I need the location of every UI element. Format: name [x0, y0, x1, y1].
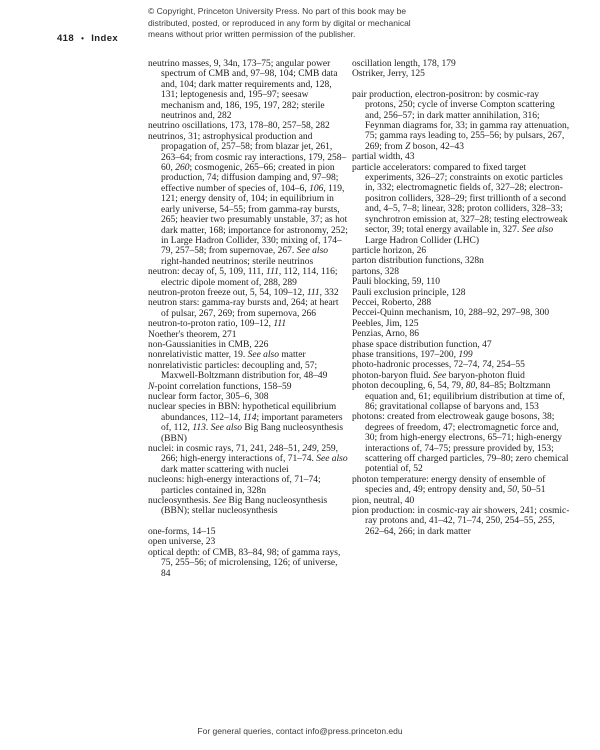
index-entry: phase transitions, 197–200, 199 — [352, 349, 473, 360]
footer-contact-line: For general queries, contact info@press.princeton.edu — [197, 726, 403, 736]
index-title: Index — [91, 33, 119, 44]
index-entry: non-Gaussianities in CMB, 226 — [148, 339, 269, 350]
index-entry: Ostriker, Jerry, 125 — [352, 69, 425, 80]
index-entry: Noether's theorem, 271 — [148, 329, 237, 340]
index-entry: partial width, 43 — [352, 152, 415, 163]
index-entry: Penzias, Arno, 86 — [352, 329, 420, 340]
index-entry: neutron-proton freeze out, 5, 54, 109–12, 111, 332 — [148, 287, 339, 298]
copyright-line: distributed, posted, or reproduced in any form by digital or mechanical — [148, 17, 411, 28]
index-entry: pion, neutral, 40 — [352, 495, 415, 506]
bullet-separator: • — [81, 34, 85, 43]
entry-group — [148, 59, 348, 517]
index-entry: one-forms, 14–15 — [148, 526, 216, 537]
index-entry: pair production, electron-positron: by cosmic-ray protons, 250; cycle of inverse Compton scattering and, 256–57; in dark matter annihilation, 316; Feynman diagrams for, 33; in gamma ray attenuation, 75; gamma rays leading to, 255–56; by pulsars, 267, 269; from Z boson, 42–43 — [352, 89, 570, 152]
index-column-left — [148, 59, 348, 579]
index-entry: neutron-to-proton ratio, 109–12, 111 — [148, 319, 287, 330]
index-entry: parton distribution functions, 328n — [352, 256, 484, 267]
index-entry: partons, 328 — [352, 266, 399, 277]
index-entry: pion production: in cosmic-ray air showers, 241; cosmic-ray protons and, 41–42, 71–74, 250, 254–55, 255, 262–64, 266; in dark matter — [352, 506, 570, 537]
page-number: 418 — [57, 33, 75, 44]
copyright-line: © Copyright, Princeton University Press. No part of this book may be — [148, 6, 407, 16]
index-entry: nucleosynthesis. See Big Bang nucleosynthesis (BBN); stellar nucleosynthesis — [148, 496, 328, 517]
index-entry: neutron: decay of, 5, 109, 111, 111, 112, 114, 116; electric dipole moment of, 288, 289 — [148, 267, 338, 288]
index-entry: optical depth: of CMB, 83–84, 98; of gamma rays, 75, 255–56; of microlensing, 126; of universe, 84 — [148, 547, 341, 579]
index-entry: open universe, 23 — [148, 537, 216, 548]
index-column-right — [352, 59, 571, 579]
index-entry: N-point correlation functions, 158–59 — [148, 381, 292, 392]
index-entry: Peccei-Quinn mechanism, 10, 288–92, 297–98, 300 — [352, 308, 550, 319]
entry-group — [148, 527, 348, 579]
index-entry: Peebles, Jim, 125 — [352, 318, 419, 329]
entry-group — [352, 59, 571, 80]
entry-group — [352, 90, 571, 537]
index-entry: nucleons: high-energy interactions of, 71–74; particles contained in, 328n — [148, 475, 321, 496]
index-entry: particle accelerators: compared to fixed target experiments, 326–27; constraints on exotic particles in, 332; electromagnetic fields of, 327–28; electron-positron colliders, 328–29; first trillionth of a second and, 4–5, 7–8; linear, 328; proton colliders, 328–33; synchrotron emission at, 327–28; testing electroweak sector, 39; total energy available in, 327. See also Large Hadron Collider (LHC) — [352, 162, 568, 246]
index-entry: photo-hadronic processes, 72–74, 74, 254–55 — [352, 360, 525, 371]
index-entry: photons: created from electroweak gauge bosons, 38; degrees of freedom, 47; electromagnetic force and, 30; from high-energy electrons, 65–71; high-energy interactions of, 74–75; pressure provided by, 153; scattering off charged particles, 79–80; zero chemical potential of, 52 — [352, 412, 569, 475]
index-entry: nonrelativistic matter, 19. See also matter — [148, 350, 306, 361]
index-entry: phase space distribution function, 47 — [352, 339, 492, 350]
index-entry: neutron stars: gamma-ray bursts and, 264; at heart of pulsar, 267, 269; from supernova, 266 — [148, 298, 339, 319]
index-entry: nuclei: in cosmic rays, 71, 241, 248–51, 249, 259, 266; high-energy interactions of, 71–74. See also dark matter scattering with nuclei — [148, 444, 348, 475]
copyright-notice — [148, 6, 468, 41]
index-entry: particle horizon, 26 — [352, 245, 427, 256]
index-entry: photon temperature: energy density of ensemble of species and, 49; entropy density and, 50, 50–51 — [352, 474, 546, 496]
index-entry: nuclear species in BBN: hypothetical equilibrium abundances, 112–14, 114; important parameters of, 112, 113. See also Big Bang nucleosynthesis (BBN) — [148, 402, 344, 444]
index-entry: neutrino oscillations, 173, 178–80, 257–58, 282 — [148, 121, 330, 132]
running-head — [57, 33, 118, 44]
index-entry: photon-baryon fluid. See baryon-photon fluid — [352, 370, 525, 381]
index-entry: neutrinos, 31; astrophysical production and propagation of, 257–58; from blazar jet, 261, 263–64; from cosmic ray interactions, 179, 258–60, 260; cosmogenic, 265–66; created in pion production, 74; diffusion damping and, 97–98; effective number of species of, 104–6, 106, 119, 121; energy density of, 104; in equilibrium in early universe, 54–55; from gamma-ray bursts, 265; heavier two presumably unstable, 37; as hot dark matter, 168; importance for astronomy, 252; in Large Hadron Collider, 330; mixing of, 174–79, 257–58; from supernovae, 267. See also right-handed neutrinos; sterile neutrinos — [148, 131, 348, 267]
index-entry: nonrelativistic particles: decoupling and, 57; Maxwell-Boltzmann distribution for, 48–49 — [148, 360, 328, 382]
index-entry: Peccei, Roberto, 288 — [352, 297, 432, 308]
copyright-line: means without prior written permission of the publisher. — [148, 29, 356, 39]
index-entry: Pauli exclusion principle, 128 — [352, 287, 466, 298]
index-columns — [148, 59, 571, 579]
index-entry: photon decoupling, 6, 54, 79, 80, 84–85; Boltzmann equation and, 61; equilibrium distribution at time of, 86; gravitational collapse of baryons and, 153 — [352, 381, 565, 412]
index-entry: Pauli blocking, 59, 110 — [352, 277, 441, 288]
index-entry: nuclear form factor, 305–6, 308 — [148, 392, 269, 402]
index-entry: oscillation length, 178, 179 — [352, 59, 456, 69]
index-entry: neutrino masses, 9, 34n, 173–75; angular power spectrum of CMB and, 97–98, 104; CMB data and, 104; dark matter requirements and, 128, 131; leptogenesis and, 195–97; seesaw mechanism and, 186, 195, 197, 282; sterile neutrinos and, 282 — [148, 59, 338, 122]
